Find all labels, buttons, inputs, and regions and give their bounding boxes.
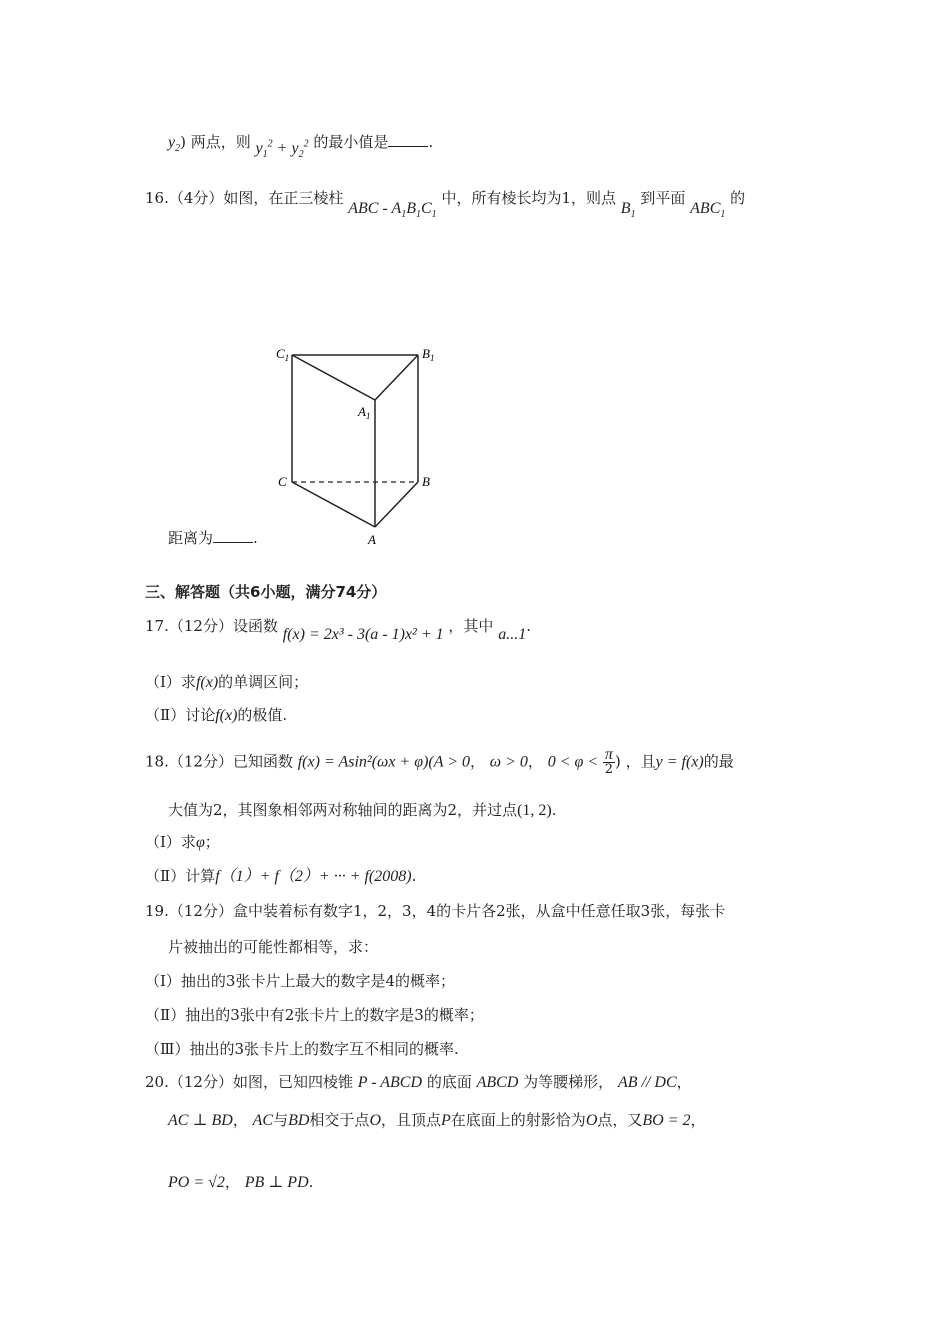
label-a: A (368, 532, 376, 547)
q18-line2: 大值为2，其图象相邻两对称轴间的距离为2，并过点(1, 2). (168, 801, 557, 819)
q19-part3: （Ⅲ）抽出的3张卡片上的数字互不相同的概率. (145, 1040, 459, 1058)
math-plane: $ABC_1$ (690, 200, 726, 221)
q19-part1: （Ⅰ）抽出的3张卡片上最大的数字是4的概率； (145, 972, 456, 990)
fraction-pi-over-2: $\frac{\pi}{2}$ (604, 746, 614, 777)
math-omega: ω > 0 (489, 753, 528, 771)
text-min-value: 的最小值是 (313, 133, 389, 151)
answer-blank (213, 528, 253, 543)
q17-mid: ，其中 (448, 617, 494, 635)
q18-part2: （Ⅱ）计算f（1）+ f（2）+ ··· + f(2008). (145, 867, 417, 885)
math-pyramid: P - ABCD (357, 1074, 423, 1091)
math-perp: AC ⊥ BD (168, 1112, 233, 1129)
math-sum: f（1）+ f（2）+ ··· + f(2008) (215, 868, 412, 885)
q18-part1: （Ⅰ）求φ； (145, 833, 220, 851)
math-sum-squares: $y_1^2 + y_2^2$ (255, 138, 309, 161)
math-q17-cond: a...1 (498, 626, 527, 643)
math-phi-symbol: φ (195, 834, 205, 851)
q18-head: 18.（12分）已知函数 (145, 752, 293, 771)
prism-figure (270, 340, 450, 559)
math-bo: BO = 2 (642, 1112, 691, 1129)
q20-head: 20.（12分）如图，已知四棱锥 (145, 1073, 353, 1091)
q16-mid-text: 中，所有棱长均为1，则点 (441, 189, 616, 207)
q20-line3: PO = √2， PB ⊥ PD. (168, 1173, 314, 1191)
q20-line1: 20.（12分）如图，已知四棱锥 P - ABCD 的底面 ABCD 为等腰梯形， AB // DC， (145, 1073, 692, 1091)
math-po: PO = √2 (168, 1174, 225, 1191)
math-y2: $y_2$ (168, 134, 181, 155)
math-point: (1, 2) (517, 802, 552, 819)
q20-line2: AC ⊥ BD， AC与BD相交于点O，且顶点P在底面上的射影恰为O点，又BO = 2， (168, 1111, 706, 1129)
period: . (428, 133, 434, 151)
q16-line2 (168, 528, 258, 548)
math-pb-perp-pd: PB ⊥ PD (244, 1174, 309, 1191)
math-q17-func: f(x) = 2x³ - 3(a - 1)x² + 1 (282, 626, 444, 643)
section-heading: 三、解答题（共6小题，满分74分） (145, 583, 387, 601)
q16-distance: 距离为 (168, 529, 214, 547)
label-c1: $C_1$ (276, 346, 290, 363)
prism-diagram (270, 340, 450, 555)
label-b: B (422, 474, 430, 489)
q17-line1 (145, 616, 531, 643)
label-a1: $A_1$ (358, 404, 371, 421)
math-parallel: AB // DC (617, 1074, 677, 1091)
q16-line1 (145, 188, 746, 221)
math-q18-func: f(x) = Asin²(ωx + φ)(A > 0 (297, 753, 470, 771)
answer-blank (388, 132, 428, 147)
period: . (526, 617, 531, 635)
q18-line1: 18.（12分）已知函数 f(x) = Asin²(ωx + φ)(A > 0， ω > 0， 0 < φ < $\frac{\pi}{2}$ ) ，且y = f(x)的最 (145, 746, 734, 777)
q16-de: 的 (730, 189, 746, 207)
q16-to-plane: 到平面 (640, 189, 686, 207)
text-two-points: 两点，则 (190, 133, 251, 151)
line-min-value (168, 132, 434, 161)
q19-line2: 片被抽出的可能性都相等，求： (168, 938, 379, 956)
q17-head: 17.（12分）设函数 (145, 617, 278, 635)
math-base: ABCD (476, 1074, 519, 1091)
q17-part2: （Ⅱ）讨论f(x)的极值. (145, 706, 288, 724)
label-c: C (278, 474, 287, 489)
q19-line1: 19.（12分）盒中装着标有数字1，2，3，4的卡片各2张，从盒中任意任取3张，每张卡 (145, 902, 726, 920)
q16-number: 16.（4分）如图，在正三棱柱 (145, 189, 344, 207)
math-prism: ABC - $A_1B_1C_1$ (348, 200, 437, 221)
math-fx: f(x) (195, 674, 219, 691)
math-y-fx: y = f(x) (655, 753, 704, 771)
period: . (253, 529, 258, 547)
label-b1: $B_1$ (422, 346, 435, 363)
math-point-b1: $B_1$ (620, 200, 636, 221)
math-phi: 0 < φ < (547, 753, 599, 771)
q19-part2: （Ⅱ）抽出的3张中有2张卡片上的数字是3的概率； (145, 1006, 484, 1024)
math-fx: f(x) (215, 707, 238, 724)
q17-part1: （Ⅰ）求f(x)的单调区间； (145, 673, 309, 691)
paren: ) (180, 133, 186, 151)
